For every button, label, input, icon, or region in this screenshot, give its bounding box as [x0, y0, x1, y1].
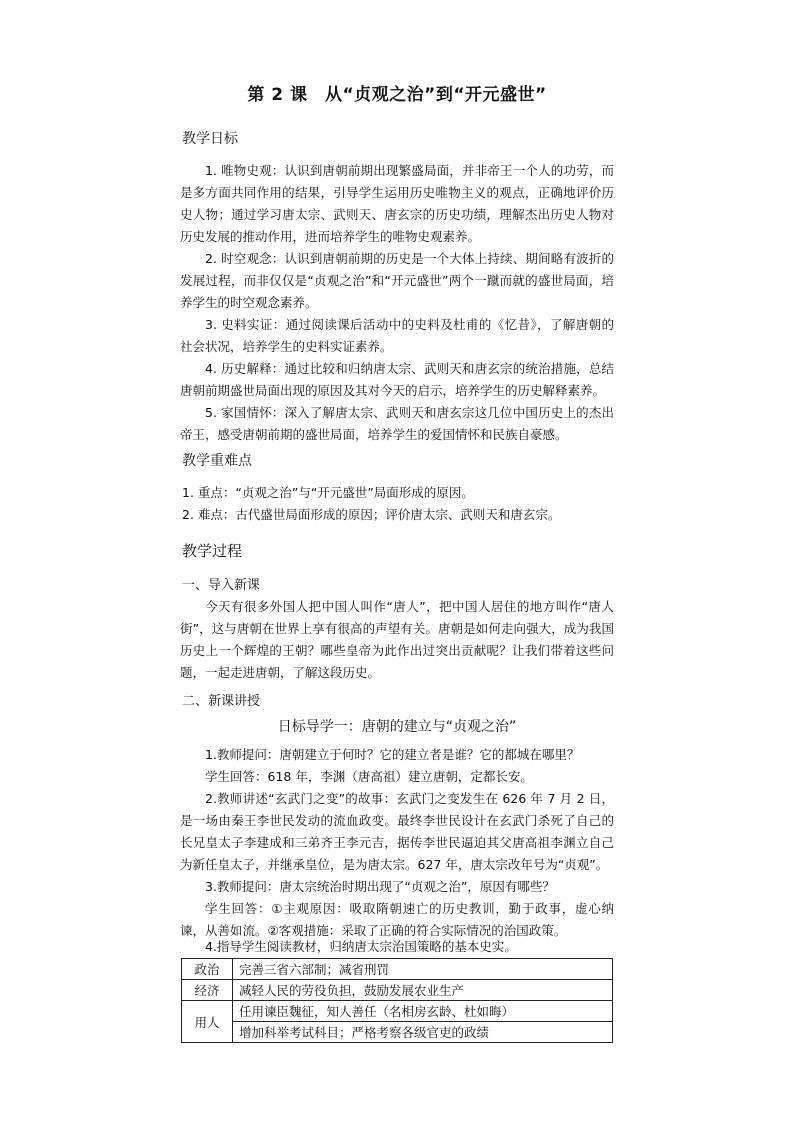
goal-heading: 日标导学一：唐朝的建立与“贞观之治”: [277, 719, 517, 735]
intro-text: 今天有很多外国人把中国人叫作“唐人”，把中国人居住的地方叫作“唐人街”，这与唐朝在世界上享有很高的声望有关。唐朝是如何走向强大，成为我国历史上一个辉煌的王朝？哪些皇帝为此作出过突出贡献呢？让我们带着这些问题，一起走进唐朝，了解这段历史。: [180, 599, 614, 680]
objective-3: 3. 史料实证：通过阅读课后活动中的史料及杜甫的《忆昔》，了解唐朝的社会状况，培养学生的史料实证素养。: [180, 317, 614, 354]
objective-1: 1. 唯物史观：认识到唐朝前期出现繁盛局面，并非帝王一个人的功劳，而是多方面共同作用的结果，引导学生运用历史唯物主义的观点，正确地评价历史人物；通过学习唐太宗、武则天、唐玄宗的历史功绩，理解杰出历史人物对历史发展的推动作用，进而培养学生的唯物史观素养。: [180, 163, 614, 244]
objective-5: 5. 家国情怀：深入了解唐太宗、武则天和唐玄宗这几位中国历史上的杰出帝王，感受唐朝前期的盛世局面，培养学生的爱国情怀和民族自豪感。: [180, 405, 614, 442]
keypoint-2: 2. 难点：古代盛世局面形成的原因；评价唐太宗、武则天和唐玄宗。: [182, 507, 561, 522]
table-cell-economy-label: 经济: [182, 980, 233, 1001]
lesson-question-2: 3.教师提问：唐太宗统治时期出现了“贞观之治”，原因有哪些？: [205, 879, 555, 894]
objective-2: 2. 时空观念：认识到唐朝前期的历史是一个大体上持续、期间略有波折的发展过程，而非仅仅是“贞观之治”和“开元盛世”两个一蹴而就的盛世局面，培养学生的时空观念素养。: [180, 251, 614, 310]
table-row: [182, 1001, 613, 1022]
keypoint-1: 1. 重点：“贞观之治”与“开元盛世”局面形成的原因。: [182, 485, 474, 500]
lesson-story: 2.教师讲述“玄武门之变”的故事：玄武门之变发生在 626 年 7 月 2 日，是一场由秦王李世民发动的流血政变。最终李世民设计在玄武门杀死了自己的长兄皇太子李建成和三弟齐王李元吉，据传李世民逼迫其父唐高祖李渊立自己为新任皇太子，并继承皇位，是为唐太宗。627 年，唐太宗改年号为“贞观”。: [180, 791, 614, 872]
lesson-answer-2: 学生回答：①主观原因：吸取隋朝速亡的历史教训，勤于政事，虚心纳谏，从善如流。②客观措施：采取了正确的符合实际情况的治国政策。: [180, 901, 614, 938]
intro-heading: 一、导入新课: [182, 578, 261, 593]
table-row: [182, 959, 613, 980]
table-cell-people-value-1: 任用谏臣魏征，知人善任（名相房玄龄、杜如晦）: [233, 1001, 613, 1022]
keypoints-heading: 教学重难点: [182, 453, 252, 469]
table-cell-people-value-2: 增加科举考试科目；严格考察各级官吏的政绩: [233, 1022, 613, 1043]
lesson-question-1: 1.教师提问：唐朝建立于何时？它的建立者是谁？它的都城在哪里？: [205, 747, 580, 762]
new-lesson-heading: 二、新课讲授: [182, 694, 261, 709]
page-title: 第 2 课 从“贞观之治”到“开元盛世”: [247, 85, 547, 105]
table-row: [182, 980, 613, 1001]
table-cell-people-label: 用人: [182, 1001, 233, 1043]
lesson-instruction: 4.指导学生阅读教材，归纳唐太宗治国策略的基本史实。: [205, 939, 517, 954]
lesson-answer-1: 学生回答：618 年，李渊（唐高祖）建立唐朝，定都长安。: [205, 769, 533, 784]
objectives-heading: 教学日标: [182, 131, 238, 147]
policy-table: [181, 958, 613, 1043]
table-cell-politics-value: 完善三省六部制；减省刑罚: [233, 959, 613, 980]
table-cell-politics-label: 政治: [182, 959, 233, 980]
objective-4: 4. 历史解释：通过比较和归纳唐太宗、武则天和唐玄宗的统治措施，总结唐朝前期盛世局面出现的原因及其对今天的启示，培养学生的历史解释素养。: [180, 361, 614, 398]
table-row: [182, 1022, 613, 1043]
process-heading: 教学过程: [182, 542, 243, 560]
table-cell-economy-value: 减轻人民的劳役负担，鼓励发展农业生产: [233, 980, 613, 1001]
